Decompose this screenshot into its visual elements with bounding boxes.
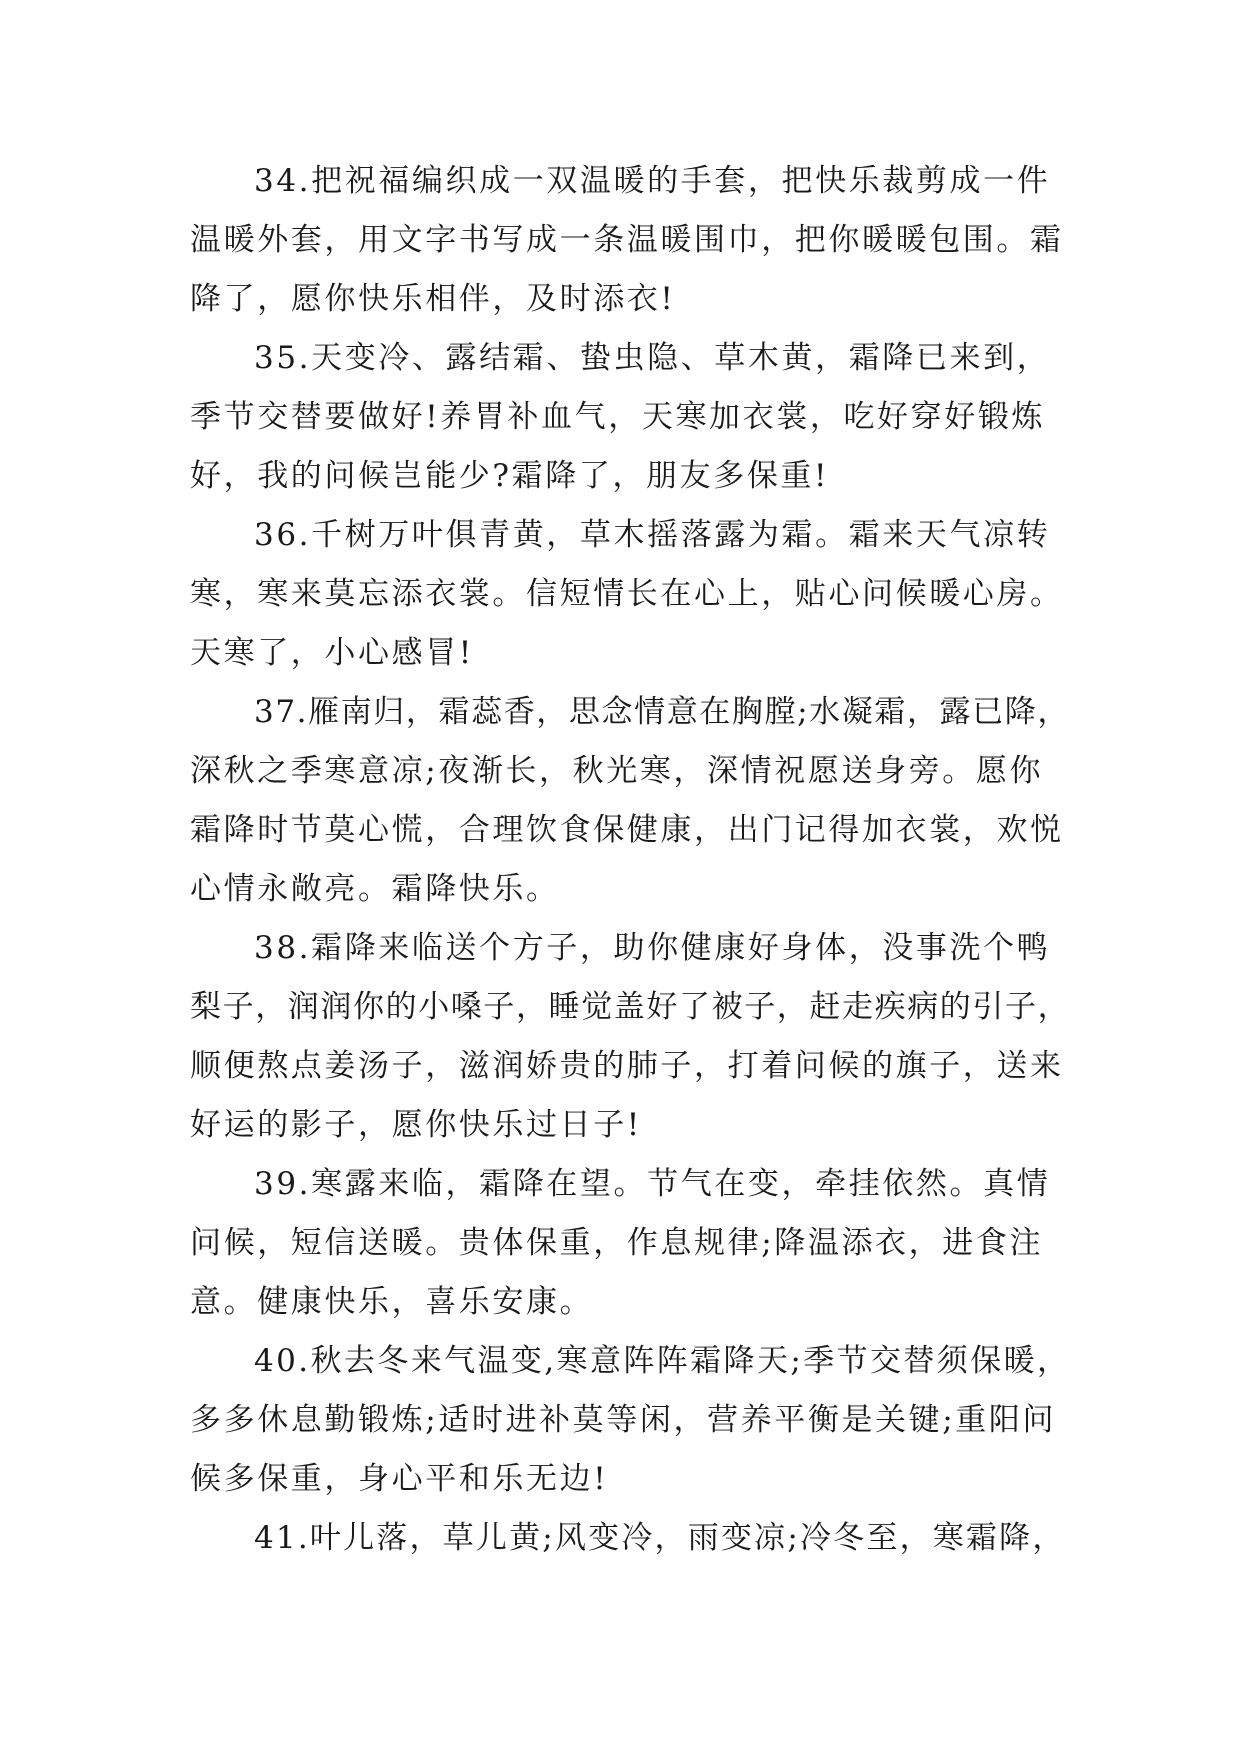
paragraph [190, 329, 1070, 506]
text-line: 好运的影子，愿你快乐过日子! [190, 1107, 642, 1143]
text-line: 36.千树万叶俱青黄，草木摇落露为霜。霜来天气凉转 [254, 517, 1051, 553]
text-line: 天寒了，小心感冒! [190, 635, 474, 671]
text-line: 深秋之季寒意凉;夜渐长，秋光寒，深情祝愿送身旁。愿你 [190, 753, 1044, 789]
text-line: 候多保重，身心平和乐无边! [190, 1461, 609, 1497]
paragraph [190, 506, 1070, 683]
paragraph [190, 1155, 1070, 1332]
paragraph [190, 683, 1070, 919]
text-line: 意。健康快乐，喜乐安康。 [190, 1284, 594, 1320]
text-line: 寒，寒来莫忘添衣裳。信短情长在心上，贴心问候暖心房。 [190, 576, 1064, 612]
text-line: 34.把祝福编织成一双温暖的手套，把快乐裁剪成一件 [254, 163, 1051, 199]
text-line: 霜降时节莫心慌，合理饮食保健康，出门记得加衣裳，欢悦 [190, 812, 1064, 848]
text-line: 40.秋去冬来气温变,寒意阵阵霜降天;季节交替须保暖， [254, 1343, 1071, 1379]
text-line: 温暖外套，用文字书写成一条温暖围巾，把你暖暖包围。霜 [190, 222, 1064, 258]
text-line: 39.寒露来临，霜降在望。节气在变，牵挂依然。真情 [254, 1166, 1051, 1202]
text-line: 35.天变冷、露结霜、蛰虫隐、草木黄，霜降已来到， [254, 340, 1051, 376]
document-body [190, 152, 1070, 1568]
text-line: 梨子，润润你的小嗓子，睡觉盖好了被子，赶走疾病的引子， [190, 989, 1071, 1025]
text-line: 心情永敞亮。霜降快乐。 [190, 871, 560, 907]
text-line: 好，我的问候岂能少?霜降了，朋友多保重! [190, 458, 830, 494]
text-line: 38.霜降来临送个方子，助你健康好身体，没事洗个鸭 [254, 930, 1051, 966]
paragraph [190, 1509, 1070, 1568]
text-line: 41.叶儿落，草儿黄;风变冷，雨变凉;冷冬至，寒霜降， [254, 1520, 1066, 1556]
text-line: 季节交替要做好!养胃补血气，天寒加衣裳，吃好穿好锻炼 [190, 399, 1046, 435]
text-line: 顺便熬点姜汤子，滋润娇贵的肺子，打着问候的旗子，送来 [190, 1048, 1064, 1084]
text-line: 降了，愿你快乐相伴，及时添衣! [190, 281, 676, 317]
text-line: 多多休息勤锻炼;适时进补莫等闲，营养平衡是关键;重阳问 [190, 1402, 1057, 1438]
paragraph [190, 919, 1070, 1155]
paragraph [190, 152, 1070, 329]
text-line: 问候，短信送暖。贵体保重，作息规律;降温添衣，进食注 [190, 1225, 1044, 1261]
text-line: 37.雁南归，霜蕊香，思念情意在胸膛;水凝霜，露已降， [254, 694, 1070, 730]
paragraph [190, 1332, 1070, 1509]
